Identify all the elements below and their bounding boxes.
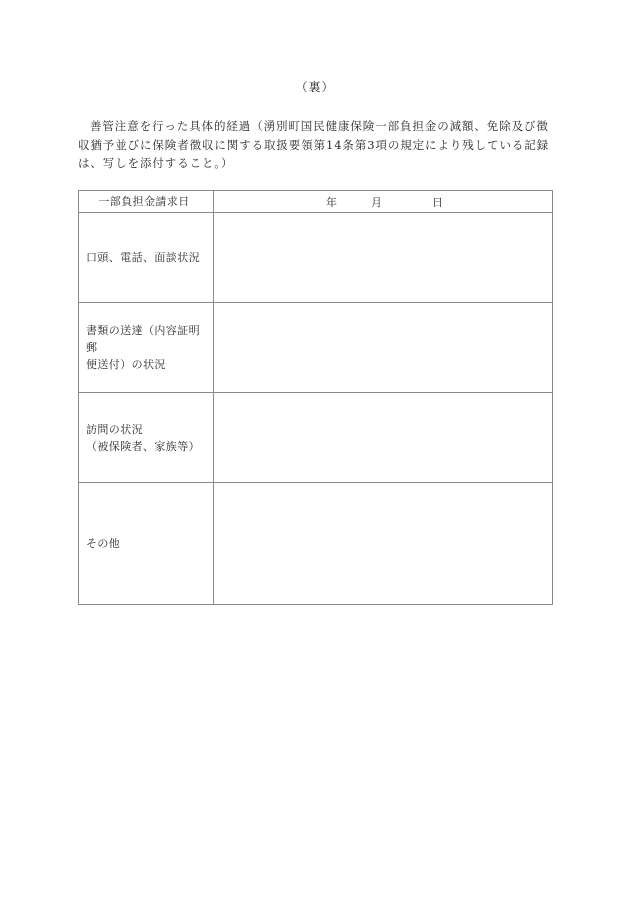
record-table <box>78 190 553 605</box>
oral-phone-interview-field[interactable] <box>214 213 553 303</box>
day-label: 日 <box>432 196 443 209</box>
year-label: 年 <box>326 196 337 209</box>
month-label: 月 <box>371 196 382 209</box>
billing-date-field[interactable] <box>214 191 553 213</box>
table-row-document-delivery <box>79 303 553 393</box>
document-delivery-field[interactable] <box>214 303 553 393</box>
oral-phone-interview-label: 口頭、電話、面談状況 <box>79 213 214 303</box>
table-row-oral-phone-interview <box>79 213 553 303</box>
document-delivery-label-line2: 便送付）の状況 <box>86 358 166 371</box>
page-heading: （裏） <box>295 80 335 94</box>
other-field[interactable] <box>214 483 553 605</box>
table-row-visit-status <box>79 393 553 483</box>
billing-date-label: 一部負担金請求日 <box>79 191 214 213</box>
table-row-other <box>79 483 553 605</box>
visit-status-field[interactable] <box>214 393 553 483</box>
document-delivery-label-line1: 書類の送達（内容証明郵 <box>86 324 200 354</box>
intro-paragraph: 善管注意を行った具体的経過（湧別町国民健康保険一部負担金の減額、免除及び徴収猶予並びに保険者徴収に関する取扱要領第14条第3項の規定により残している記録は、写しを添付すること。） <box>78 119 550 170</box>
visit-status-label-line1: 訪問の状況 <box>86 422 143 436</box>
table-row-billing-date <box>79 191 553 213</box>
document-delivery-label <box>79 303 214 393</box>
visit-status-label <box>79 393 214 483</box>
other-label: その他 <box>79 483 214 605</box>
visit-status-label-line2: （被保険者、家族等） <box>86 439 200 453</box>
